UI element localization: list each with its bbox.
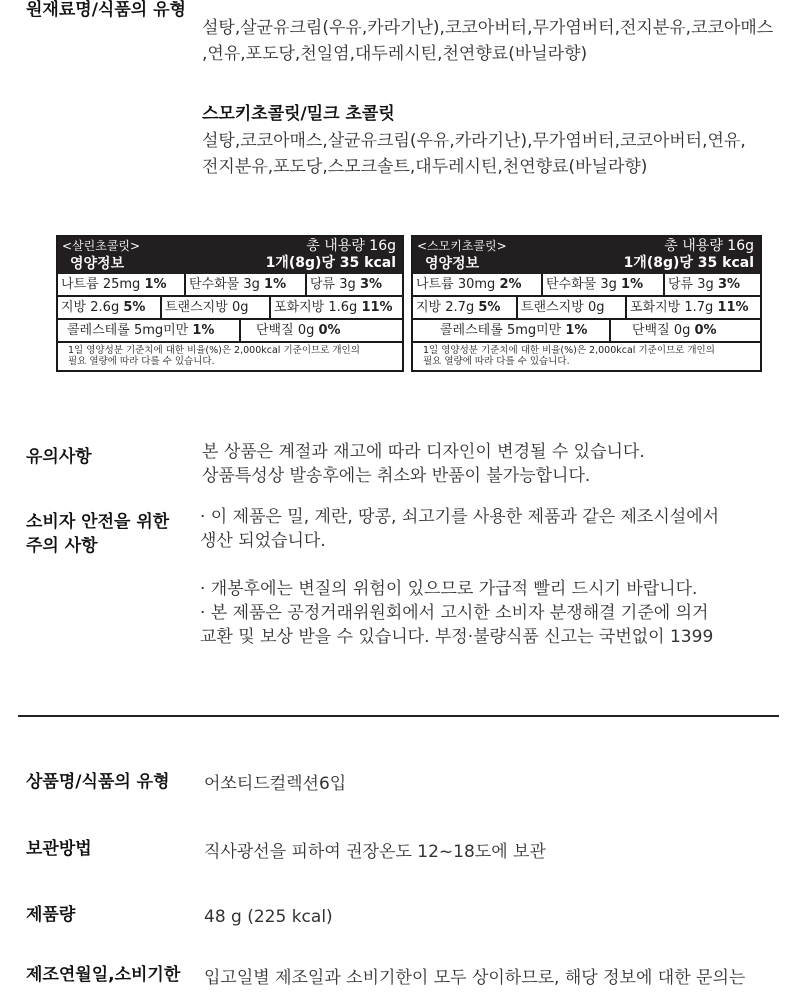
nutrition-footnote-line1: 1일 영양성분 기준치에 대한 비율(%)은 2,000kcal 기준이므로 개인의 [423,345,715,356]
ingredients-item1-line2: ,연유,포도당,천일염,대두레시틴,천연향료(바닐라향) [202,44,588,64]
safety-line1: · 이 제품은 밀, 계란, 땅콩, 쇠고기를 사용한 제품과 같은 제조시설에서 [200,507,720,527]
ingredients-item1-line1: 설탕,살균유크림(우유,카라기난),코코아버터,무가염버터,전지분유,코코아매스 [202,18,774,38]
product-name-value: 어쏘티드컬렉션6입 [204,774,347,794]
ingredients-item2-line1: 설탕,코코아매스,살균유크림(우유,카라기난),무가염버터,코코아버터,연유, [202,131,746,151]
date-value: 입고일별 제조일과 소비기한이 모두 상이하므로, 해당 정보에 대한 문의는 [204,968,746,988]
nutrient-cholesterol: 콜레스테롤 5mg미만 1% [440,323,588,338]
nutrition-title: 영양정보 [70,256,125,272]
nutrition-total: 총 내용량 16g [306,238,396,254]
section-divider [18,715,779,717]
nutrition-footnote-line1: 1일 영양성분 기준치에 대한 비율(%)은 2,000kcal 기준이므로 개인의 [68,345,360,356]
safety-line5: 교환 및 보상 받을 수 있습니다. 부정·불량식품 신고는 국번없이 1399 [200,627,714,647]
nutrient-fat: 지방 2.7g 5% [416,300,501,315]
nutrient-trans-fat: 트랜스지방 0g [521,300,605,315]
nutrient-sodium: 나트륨 30mg 2% [416,277,522,292]
weight-label: 제품량 [26,905,76,925]
date-label: 제조연월일,소비기한 [26,965,181,985]
nutrition-panel-salted [56,235,404,372]
nutrition-row [413,320,760,343]
safety-line2: 생산 되었습니다. [200,531,326,551]
storage-value: 직사광선을 피하여 권장온도 12~18도에 보관 [204,842,546,862]
notice-line1: 본 상품은 계절과 재고에 따라 디자인이 변경될 수 있습니다. [202,442,645,462]
nutrition-per-serving: 1개(8g)당 35 kcal [265,255,396,271]
nutrient-sugars: 당류 3g 3% [668,277,741,292]
nutrition-header [413,237,760,274]
safety-label-line1: 소비자 안전을 위한 [26,512,170,532]
nutrition-header [58,237,402,274]
product-name-label: 상품명/식품의 유형 [26,772,170,792]
nutrition-row [58,297,402,320]
safety-line4: · 본 제품은 공정거래위원회에서 고시한 소비자 분쟁해결 기준에 의거 [200,603,709,623]
nutrient-protein: 단백질 0g 0% [256,323,341,338]
nutrient-saturated-fat: 포화지방 1.6g 11% [274,300,393,315]
nutrition-row [58,320,402,343]
ingredients-item2-name: 스모키초콜릿/밀크 초콜릿 [202,104,395,124]
nutrition-product-name: <스모키초콜릿> [417,239,507,253]
safety-label-line2: 주의 사항 [26,536,98,556]
nutrition-panel-smoky [411,235,762,372]
nutrient-cholesterol: 콜레스테롤 5mg미만 1% [67,323,215,338]
nutrition-per-serving: 1개(8g)당 35 kcal [623,255,754,271]
notice-line2: 상품특성상 발송후에는 취소와 반품이 불가능합니다. [202,466,591,486]
nutrient-carbohydrate: 탄수화물 3g 1% [546,277,644,292]
nutrient-sugars: 당류 3g 3% [310,277,383,292]
nutrition-title: 영양정보 [425,256,480,272]
nutrition-footnote [58,343,402,371]
nutrient-saturated-fat: 포화지방 1.7g 11% [630,300,749,315]
nutrition-row [413,297,760,320]
nutrient-carbohydrate: 탄수화물 3g 1% [189,277,287,292]
nutrition-footnote [413,343,760,371]
nutrient-trans-fat: 트랜스지방 0g [165,300,249,315]
weight-value: 48 g (225 kcal) [204,907,333,927]
nutrition-footnote-line2: 필요 열량에 따라 다를 수 있습니다. [68,356,215,367]
nutrition-total: 총 내용량 16g [664,238,754,254]
ingredients-item2-line2: 전지분유,포도당,스모크솔트,대두레시틴,천연향료(바닐라향) [202,157,648,177]
nutrient-fat: 지방 2.6g 5% [61,300,146,315]
nutrient-protein: 단백질 0g 0% [632,323,717,338]
nutrition-footnote-line2: 필요 열량에 따라 다를 수 있습니다. [423,356,570,367]
safety-line3: · 개봉후에는 변질의 위험이 있으므로 가급적 빨리 드시기 바랍니다. [200,579,698,599]
nutrition-product-name: <살린초콜릿> [62,239,141,253]
ingredients-label: 원재료명/식품의 유형 [26,0,186,20]
nutrition-row [413,274,760,297]
notice-label: 유의사항 [26,447,92,467]
nutrition-row [58,274,402,297]
nutrient-sodium: 나트륨 25mg 1% [61,277,167,292]
storage-label: 보관방법 [26,839,92,859]
